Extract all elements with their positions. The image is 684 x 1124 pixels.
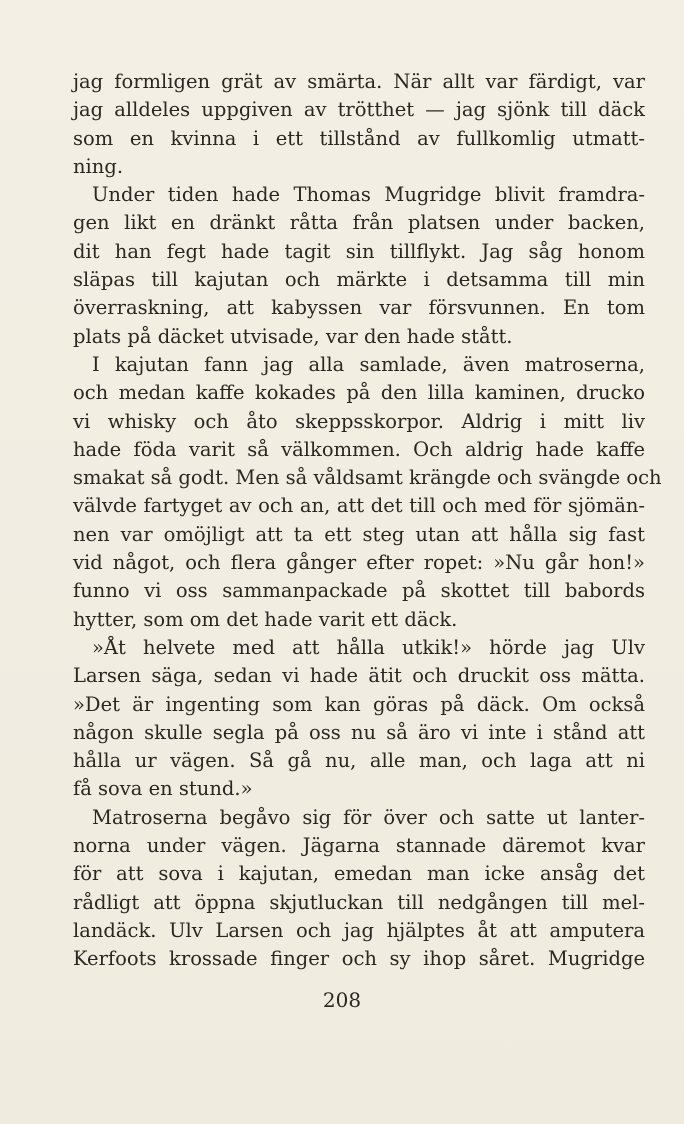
text-line: gen likt en dränkt råtta från platsen under backen, [73, 211, 645, 235]
page-number: 208 [322, 988, 362, 1012]
text-line: smakat så godt. Men så våldsamt krängde och svängde och [73, 466, 662, 490]
text-line: hålla ur vägen. Så gå nu, alle man, och laga att ni [73, 749, 645, 773]
text-line: jag alldeles uppgiven av trötthet — jag sjönk till däck [73, 98, 645, 122]
text-line: plats på däcket utvisade, var den hade stått. [73, 324, 513, 348]
text-line: vid något, och flera gånger efter ropet: »Nu går hon!» [73, 551, 645, 575]
text-line: släpas till kajutan och märkte i detsamma till min [73, 268, 645, 292]
text-line: välvde fartyget av och an, att det till och med för sjömän- [73, 494, 645, 518]
text-line: få sova en stund.» [73, 777, 253, 801]
text-line: hytter, som om det hade varit ett däck. [73, 607, 458, 631]
text-line: I kajutan fann jag alla samlade, även matroserna, [92, 352, 645, 376]
text-line: rådligt att öppna skjutluckan till nedgången till mel- [73, 890, 645, 914]
text-line: jag formligen grät av smärta. När allt var färdigt, var [73, 70, 645, 93]
text-line: för att sova i kajutan, emedan man icke ansåg det [73, 862, 645, 886]
text-line: hade föda varit så välkommen. Och aldrig hade kaffe [73, 437, 645, 461]
text-line: nen var omöjligt att ta ett steg utan att hålla sig fast [73, 522, 645, 546]
text-line: Larsen säga, sedan vi hade ätit och druckit oss mätta. [73, 664, 645, 688]
text-line: »Åt helvete med att hålla utkik!» hörde jag Ulv [92, 635, 645, 659]
text-line: norna under vägen. Jägarna stannade däremot kvar [73, 834, 645, 858]
text-line: Kerfoots krossade finger och sy ihop såret. Mugridge [73, 947, 645, 971]
text-line: dit han fegt hade tagit sin tillflykt. Jag såg honom [73, 239, 645, 263]
text-line: funno vi oss sammanpackade på skottet till babords [73, 579, 645, 603]
text-line: och medan kaffe kokades på den lilla kaminen, drucko [73, 381, 645, 405]
text-line: landäck. Ulv Larsen och jag hjälptes åt att amputera [73, 918, 645, 942]
text-line: överraskning, att kabyssen var försvunnen. En tom [73, 296, 645, 320]
text-line: som en kvinna i ett tillstånd av fullkomlig utmatt- [73, 126, 645, 150]
text-line: Matroserna begåvo sig för över och satte ut lanter- [92, 805, 645, 829]
text-line: vi whisky och åto skeppsskorpor. Aldrig i mitt liv [73, 409, 645, 433]
text-line: ning. [73, 154, 124, 178]
body-text [73, 68, 662, 974]
text-line: Under tiden hade Thomas Mugridge blivit framdra- [92, 183, 645, 207]
text-line: någon skulle segla på oss nu så äro vi inte i stånd att [73, 720, 645, 744]
text-line: »Det är ingenting som kan göras på däck. Om också [73, 692, 645, 716]
